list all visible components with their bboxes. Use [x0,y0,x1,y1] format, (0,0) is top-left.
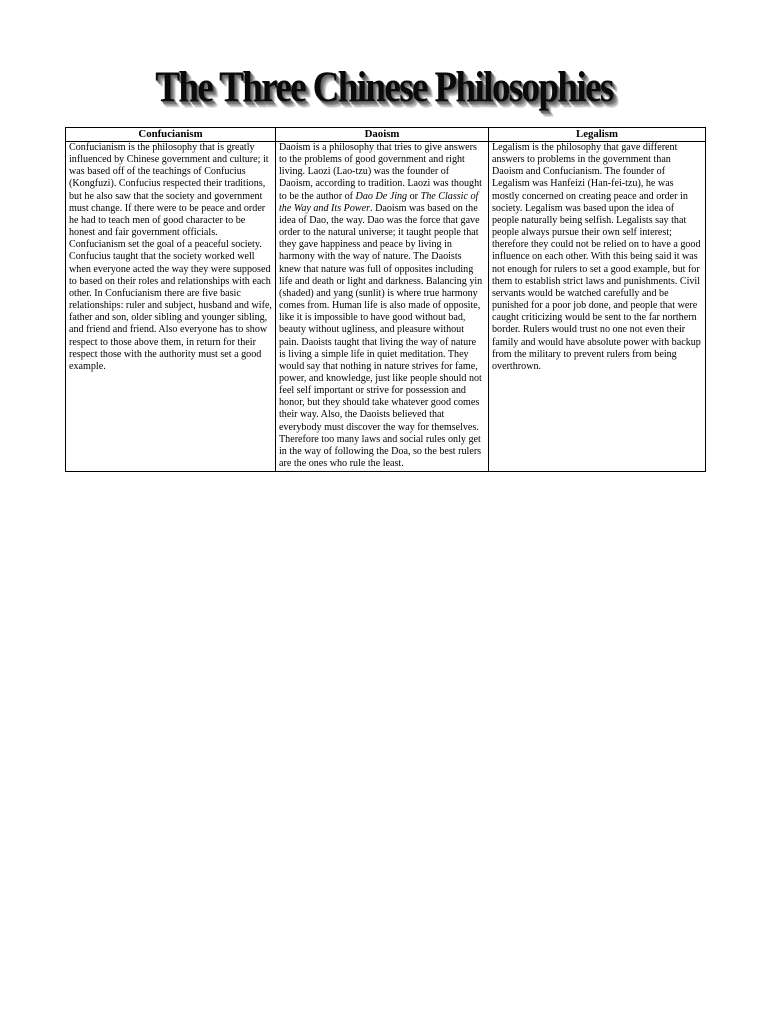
cell-legalism [489,142,706,472]
header-confucianism: Confucianism [66,128,276,142]
daoism-text-part3: . Daoism was based on the idea of Dao, the way. Dao was the force that gave order to the natural universe; it taught people that they gave happiness and peace by living in harmony with the way of nature. The Daoists knew that nature was full of opposites including life and death or light and darkness. Balancing yin (shaded) and yang (sunlit) is where true harmony comes from. Human life is also made of opposite, like it is impossible to have good without bad, beauty without ugliness, and pleasure without pain. Daoists taught that living the way of nature is living a simple life in quiet meditation. They would say that nothing in nature strives for fame, power, and knowledge, just like people should not feel self important or strive for possession and honor, but they should take whatever good comes their way. Also, the Daoists believed that everybody must discover the way for themselves. Therefore too many laws and social rules only get in the way of following the Doa, so the best rulers are the ones who rule the least. [279,202,483,470]
daoism-text-part1: Daoism is a philosophy that tries to give answers to the problems of good government and right living. Laozi (Lao-tzu) was the founder of Daoism, according to tradition. Laozi was thought to be the author of [279,142,482,202]
cell-confucianism [66,142,276,472]
document-title: The Three Chinese Philosophies [155,63,613,112]
daoism-book-title-2: The Classic of the Way and Its Power [279,190,479,214]
cell-daoism [276,142,489,472]
daoism-text [279,142,485,470]
header-daoism: Daoism [276,128,489,142]
title-container [0,62,768,120]
legalism-text: Legalism is the philosophy that gave different answers to problems in the government than Daoism and Confucianism. The founder of Legalism was Hanfeizi (Han-fei-tzu), he was mostly concerned on creating peace and order in society. Legalism was based upon the idea of people naturally being selfish. Legalists say that people always pursue their own self interest; therefore they could not be relied on to have a good influence on each other. With this being said it was not enough for rulers to set a good example, but for them to establish strict laws and punishments. Civil servants would be watched carefully and be punished for a poor job done, and people that were caught criticizing would be sent to the far northern border. Rulers would trust no one not even their family and would have absolute power with backup from the military to prevent rulers from being overthrown. [492,142,701,372]
table-row [66,142,706,472]
daoism-text-part2: or [407,190,421,202]
confucianism-text: Confucianism is the philosophy that is greatly influenced by Chinese government and culture; it was based off of the teachings of Confucius (Kongfuzi). Confucius respected their traditions, but he also saw that the society and government must change. If there were to be peace and order he had to teach men of good character to be honest and fair government officials. Confucianism set the goal of a peaceful society. Confucius taught that the society worked well when everyone acted the way they were supposed to based on their roles and relationships with each other. In Confucianism there are five basic relationships: ruler and subject, husband and wife, father and son, older sibling and younger sibling, and friend and friend. Also everyone has to show respect to those above them, in return for their respect those with the authority must set a good example. [69,142,272,372]
header-legalism: Legalism [489,128,706,142]
philosophies-table [65,127,706,472]
daoism-book-title-1: Dao De Jing [355,190,408,202]
table-header-row [66,128,706,142]
